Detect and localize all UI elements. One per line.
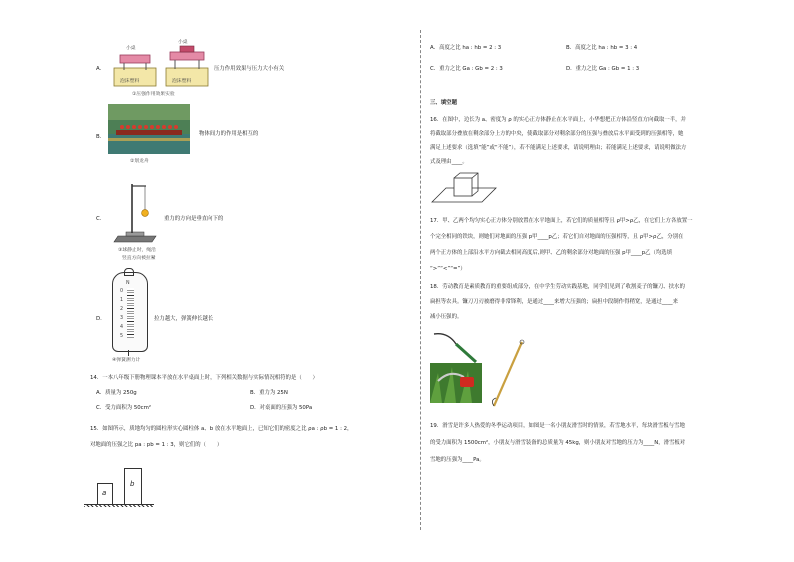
option-a-letter: A.: [96, 66, 102, 72]
q18-line3: 减小压强的。: [430, 314, 463, 320]
scale-tick-0: 0: [120, 289, 124, 294]
sickle-grass-photo: [430, 363, 482, 403]
option-b-description: 物体间力的作用是相互的: [199, 131, 259, 137]
small-table-label-1: 小桌: [126, 46, 136, 51]
pendulum-stand-image: [112, 178, 162, 244]
option-a-description: 压力作用效果与压力大小有关: [214, 66, 285, 72]
cylinder-b-label: b: [130, 480, 135, 488]
q17-line4: “>”“<”“=”）: [430, 266, 466, 272]
q15-option-a: A．高度之比 ha : hb = 2 : 3: [430, 45, 502, 51]
scale-tick-1: 1: [120, 298, 124, 303]
q15-option-d: D．重力之比 Ga : Gb = 1 : 3: [566, 66, 640, 72]
spring-scale-unit: N: [126, 281, 130, 286]
cylinder-a-label: a: [102, 489, 107, 497]
q15-option-b: B．高度之比 ha : hb = 3 : 4: [566, 45, 638, 51]
q17-line3: 两个正方体的上部沿水平方向截去相同高度后,则甲、乙的剩余部分对地面的压强 p甲____p乙（均选填: [430, 250, 673, 256]
dragon-boat-photo: [108, 104, 190, 154]
option-c-caption-line1: ③球静止时，绳沿: [118, 248, 156, 253]
option-d-caption: ④弹簧测力计: [112, 358, 141, 363]
option-c-letter: C.: [96, 216, 102, 222]
q14-option-b: B．重力为 25N: [250, 390, 288, 396]
spring-scale-ring: [124, 268, 134, 276]
q14-option-a: A．质量为 250g: [96, 390, 137, 396]
foam-label-2: 泡沫塑料: [172, 79, 192, 84]
q16-line2: 将截取部分叠放在剩余部分上方的中央，使截取部分对剩余部分的压强与叠放后水平面受到的压强相等，她: [430, 131, 684, 137]
q15-option-c: C．重力之比 Ga : Gb = 2 : 3: [430, 66, 503, 72]
scale-tick-5: 5: [120, 334, 124, 339]
ground-line: [84, 504, 154, 507]
cylinder-a: [97, 483, 113, 505]
q17-line2: 个完全相同的铁块，则她们对地面的压强 p甲____p乙；若它们自对地面的压强相等，且 ρ甲>ρ乙，分别在: [430, 234, 684, 240]
foam-label-1: 泡沫塑料: [120, 79, 140, 84]
cylinder-b: [124, 468, 142, 505]
cube-on-plane-diagram: [430, 170, 498, 206]
small-table-label-2: 小桌: [178, 40, 188, 45]
option-c-caption-line2: 竖直方向被拉紧: [122, 256, 156, 261]
option-d-description: 拉力越大，弹簧伸长越长: [154, 316, 214, 322]
q19-line2: 的受力面积为 1500cm²，小朋友与滑雪装备的总质量为 45kg，则小朋友对雪地的压力为____N，滑雪板对: [430, 440, 686, 446]
option-d-letter: D.: [96, 316, 102, 322]
scale-tick-2: 2: [120, 307, 124, 312]
spring-scale-ticks: [120, 288, 138, 340]
q16-line1: 16．在图中，边长为 a、密度为 ρ 的实心正方体静止在水平面上，小华想把正方体沿竖直方向截取一半，并: [430, 117, 686, 123]
scale-marks: [127, 288, 134, 338]
scale-tick-3: 3: [120, 316, 124, 321]
q17-line1: 17．甲、乙两个均匀实心正方体分别放置在水平地面上，若它们的质量相等且 ρ甲>ρ乙，在它们上方各放置一: [430, 218, 693, 224]
option-b-caption: ②划龙舟: [130, 159, 149, 164]
q18-line1: 18．劳动教育是素质教育的重要组成部分，在中学生劳动实践基地，同学们见到了收割麦子的镰刀、扶水的: [430, 284, 685, 290]
option-b-letter: B.: [96, 134, 102, 140]
scale-tick-4: 4: [120, 325, 124, 330]
q16-line4: 式及理由____。: [430, 159, 468, 165]
q19-line3: 雪地的压强为____Pa。: [430, 457, 485, 463]
q15-line2: 对地面的压强之比 pa : pb = 1 : 3，则它们的（ ）: [90, 442, 223, 448]
q14-option-d: D．对桌面的压强为 50Pa: [250, 405, 313, 411]
option-c-description: 重力的方向是垂直向下的: [164, 216, 224, 222]
spring-scale-hook: [128, 350, 129, 356]
option-a-caption: ①压强作用效果实验: [132, 92, 175, 97]
sickle-drawing: [430, 330, 482, 364]
q18-line2: 扁担等农具。镰刀刀刃被磨得非常锋利，是通过____来增大压强的；扁担中段制作得稍宽，是通过____来: [430, 299, 678, 305]
column-divider: [420, 30, 421, 530]
q16-line3: 满足上述要求（选填“能”或“不能”），若不能满足上述要求，请说明理由；若能满足上述要求，请说明做法方: [430, 145, 687, 151]
section-heading-fill-in: 三、填空题: [430, 100, 457, 106]
shoulder-pole-drawing: [488, 338, 528, 410]
q19-line1: 19．滑雪是许多人热爱的冬季运动项目，如图是一名小朋友滑雪时的情景，若雪地水平，每块滑雪板与雪地: [430, 423, 685, 429]
q14-option-c: C．受力面积为 50cm²: [96, 405, 152, 411]
q14-stem: 14．一本八年级下册物理课本平放在水平桌面上时，下列相关数据与实际情况相符的是（ ）: [90, 375, 318, 381]
q15-line1: 15．如图所示，质地均匀的圆柱形实心圆柱体 a、b 放在水平地面上，已知它们的密度之比 ρa : ρb = 1 : 2，: [90, 426, 353, 432]
